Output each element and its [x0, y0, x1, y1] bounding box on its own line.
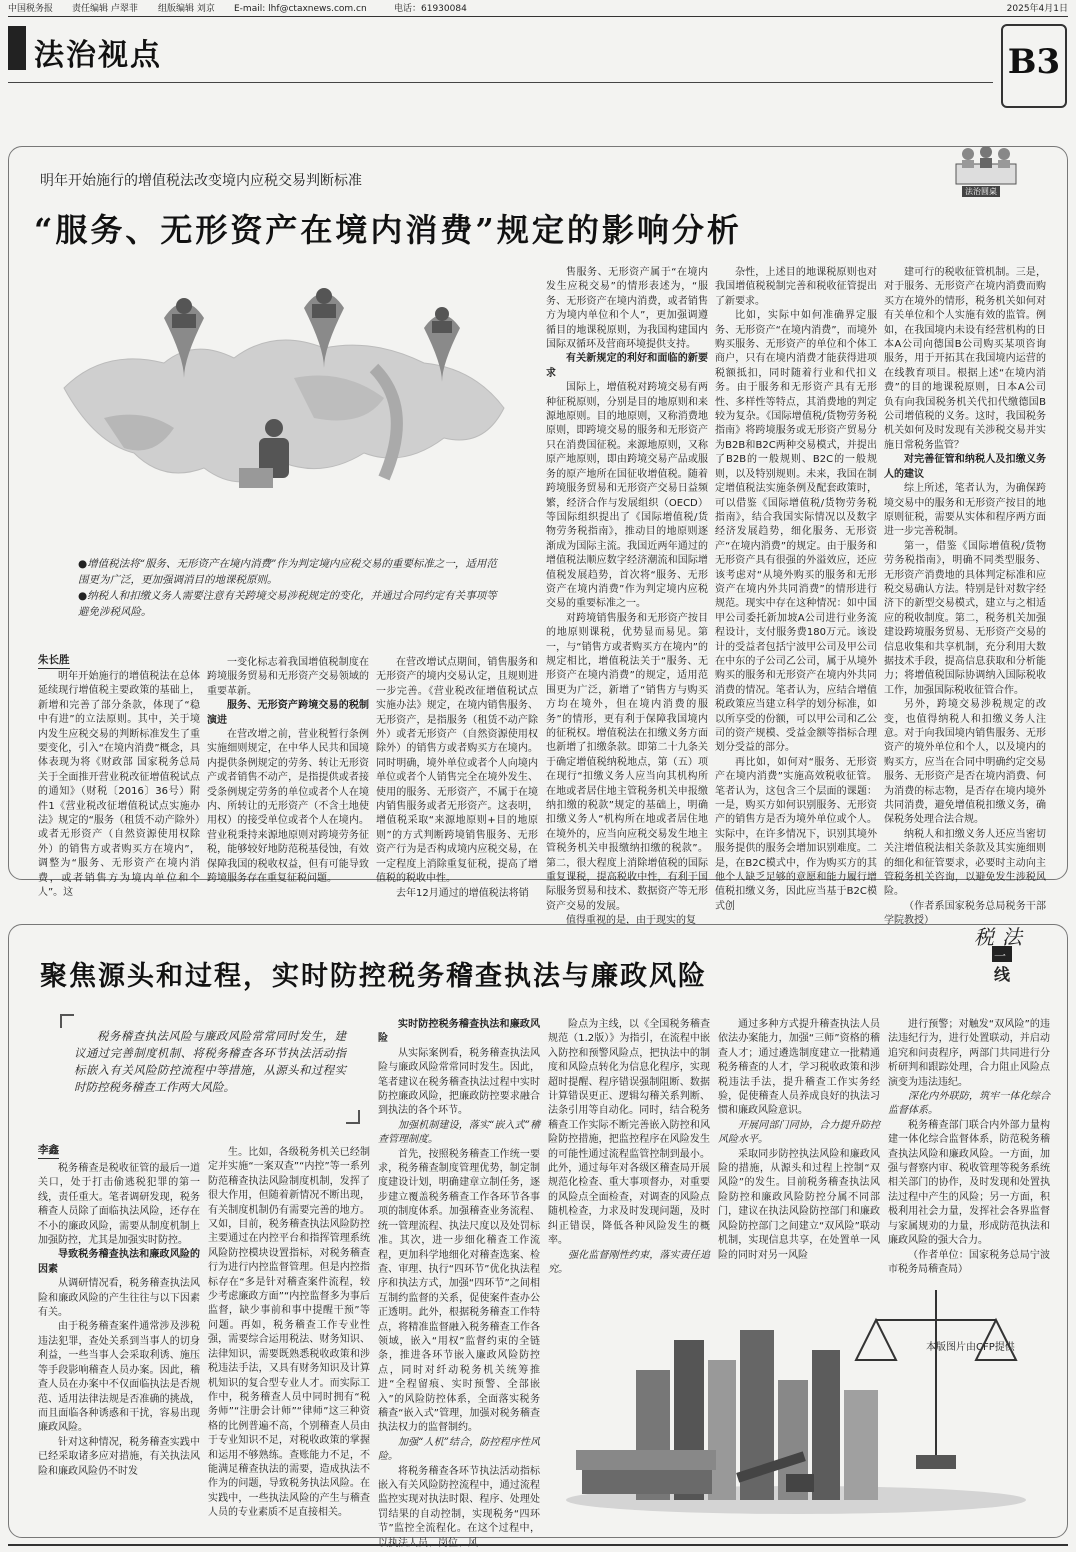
subheading: 对完善征管和纳税人及扣缴义务人的建议 — [884, 454, 1046, 480]
article-1-author: 朱长胜 — [38, 652, 70, 669]
article-2-col-4 — [548, 1018, 710, 1275]
column-tag: 法治圆桌 — [962, 186, 1000, 197]
article-2-headline: 聚焦源头和过程，实时防控税务稽查执法与廉政风险 — [40, 961, 707, 992]
article-1-col-6 — [884, 266, 1046, 927]
paragraph: 生。比如，各级税务机关已经制定并实施“一案双查”“内控”等一系列防范稽查执法风险制度机制，发挥了很大作用，但随着新情况不断出现，有关制度机制仍有需要完善的地方。又如，目前，税务稽查执法风险防控主要通过在内控平台和指挥管理系统风险防控模块设置指标，对税务稽查行为进行内控监督管理。但是内控指标存在“多是针对稽查案件流程，较少考虑廉政方面”“内控监督多为事后监督，缺少事前和事中提醒干预”等问题。再如，税务稽查工作专业性强，需要综合运用税法、财务知识、法律知识，需要既熟悉税收政策和涉税违法手法，又具有财务知识及计算机知识的复合型专业人才。而实际工作中，税务稽查人员中同时拥有“税务师”“注册会计师”“律师”这三种资格的比例普遍不高，个别稽查人员由于专业知识不足，对税收政策的掌握和运用不够熟练。查账能力不足，不能满足稽查执法的需要，造成执法不作为的问题，导致税务执法风险。在实践中，一些执法风险的产生与稽查人员的专业素质不足直接相关。 — [208, 1147, 370, 1519]
emphasis-heading: 开展同部门同协，合力提升防控风险水平。 — [718, 1119, 880, 1146]
page-header — [8, 3, 1068, 17]
paragraph: （作者单位：国家税务总局宁波市税务局稽查局） — [888, 1249, 1050, 1275]
svg-text:一: 一 — [994, 949, 1007, 963]
article-1-captions — [78, 556, 498, 620]
paper-name: 中国税务报 — [8, 4, 54, 14]
paragraph: 通过多种方式提升稽查执法人员依法办案能力，加强“三师”资格的稽查人才；通过遴选制度建立一批精通税务稽查的人才，学习税收政策和涉税违法手法，提升稽查工作实务经验，促使稽查人员养成良好的执法习惯和廉政风险意识。 — [718, 1019, 880, 1117]
caption-2: ●纳税人和扣缴义务人需要注意有关跨境交易涉税规定的变化，并通过合同约定有关事项等避免涉税风险。 — [78, 590, 497, 618]
paragraph: 在营改增试点期间，销售服务和无形资产的境内交易认定，且规则进一步完善。《营业税改征增值税试点实施办法》规定，在境内销售服务、无形资产，是指服务（租赁不动产除外）或者无形资产（自然资源使用权除外）的销售方或者购买方在境内。同时明确，境外单位或者个人向境内单位或者个人销售完全在境外发生、使用的服务、无形资产，不属于在境内销售服务或者无形资产。这表明，增值税采取“来源地原则+目的地原则”的方式判断跨境销售服务、无形资产行为是否构成境内应税交易，在一定程度上消除重复征税，提高了增值税的税收中性。 — [376, 657, 538, 885]
article-2-col-2 — [208, 1146, 370, 1519]
subheading: 服务、无形资产跨境交易的税制演进 — [207, 700, 369, 726]
paragraph: 从调研情况看，税务稽查执法风险和廉政风险的产生往往与以下因素有关。 — [38, 1278, 200, 1319]
emphasis-heading: 加强机制建设，落实“嵌入式”稽查管理制度。 — [378, 1119, 540, 1146]
article-1-col-3 — [376, 656, 538, 899]
article-1-col-2 — [207, 656, 369, 885]
article-2-col-3 — [378, 1018, 540, 1535]
section-title: 法治视点 — [34, 38, 162, 73]
layout-editor: 组版编辑 刘京 — [158, 4, 215, 14]
editor: 责任编辑 卢翠菲 — [72, 4, 138, 14]
article-1-headline: “服务、无形资产在境内消费”规定的影响分析 — [34, 211, 742, 249]
paragraph: 明年开始施行的增值税法在总体延续现行增值税主要政策的基础上，新增和完善了部分条款，体现了“稳中有进”的立法原则。其中，关于境内发生应税交易的判断标准发生了重要变化，引入“在境内消费”概念，具体表现为将《财政部 国家税务总局关于全面推开营业税改征增值税试点的通知》（财税〔2016〕36号）附件1《营业税改征增值税试点实施办法》规定的“服务（租赁不动产除外）或者无形资产（自然资源使用权除外）的销售方或者购买方在境内”，调整为“服务、无形资产在境内消费，或者销售方为境内单位和个人”。这 — [38, 671, 200, 899]
photo-credit: 本版图片由CFP提供 — [926, 1342, 1015, 1353]
svg-text:法: 法 — [1002, 925, 1022, 949]
column-tag-stamp — [964, 918, 1036, 990]
article-1-deck: 明年开始施行的增值税法改变境内应税交易判断标准 — [40, 173, 362, 189]
date: 2025年4月1日 — [1006, 4, 1068, 14]
paragraph: 第一，借鉴《国际增值税/货物劳务税指南》，明确不同类型服务、无形资产消费地的具体判定标准和应税交易确认方法。特别是针对数字经济下的新型交易模式，建立与之相适应的税收制度。第二，税务机关加强建设跨境服务贸易、无形资产交易的信息收集和共享机制，充分利用大数据技术手段，提高信息获取和分析能力；将增值税国际协调纳入国际税收工作，加强国际税收征管合作。 — [884, 540, 1046, 696]
paragraph: 去年12月通过的增值税法将销 — [396, 887, 529, 899]
paragraph: 针对这种情况，税务稽查实践中已经采取诸多应对措施，有关执法风险和廉政风险仍不时发 — [38, 1436, 200, 1477]
caption-1: ●增值税法将“服务、无形资产在境内消费”作为判定境内应税交易的重要标准之一，适用范围更为广泛，更加强调消目的地课税原则。 — [78, 558, 497, 586]
article-2-col-1 — [38, 1162, 200, 1480]
article-2-lead: 税务稽查执法风险与廉政风险常常同时发生，建议通过完善制度机制、将税务稽查各环节执法活动指标嵌入有关风险防控流程中等措施，从源头和过程实时防控税务稽查工作两大风险。 — [74, 1029, 346, 1094]
paragraph: 国际上，增值税对跨境交易有两种征税原则，分别是目的地原则和来源地原则。目的地原则，又称消费地原则，即跨境交易的服务和无形资产只在消费国征税。来源地原则，又称原产地原则，即由跨境交易产品或服务的原产地所在国征收增值税。随着跨境服务贸易和无形资产交易日益频繁，经济合作与发展组织（OECD）等国际组织提出了《国际增值税/货物劳务税指南》，推动目的地原则逐渐成为国际主流。我国近两年通过的增值税法顺应数字经济潮流和国际增值税发展趋势，首次将“服务、无形资产在境内消费”作为判定境内应税交易的重要标准之一。 — [546, 382, 708, 610]
section-banner — [8, 22, 1068, 118]
paragraph: 另外，跨境交易涉税规定的改变，也值得纳税人和扣缴义务人注意。对于向我国境内销售服务、无形资产的境外单位和个人，以及境内的购买方，应当在合同中明确约定交易服务、无形资产是否在境内消费、何为消费的标志物，是否存在境内境外共同消费，避免增值税扣缴义务，确保税务处理合法合规。 — [884, 699, 1046, 826]
paragraph: 对跨境销售服务和无形资产按目的地原则课税，优势显而易见。第一，与“销售方或者购买方在境内”的规定相比，增值税法关于“服务、无形资产在境内消费”的规定，适用范围更为广泛，新增了“销售方与购买方均在境外，但在境内消费的服务”的情形，更有利于保障我国境内的征税权。增值税法在扣缴义务方面也新增了扣缴条款。即第二十九条关于确定增值税纳税地点，第（五）项在现行“扣缴义务人应当向其机构所在地或者居住地主管税务机关申报缴纳扣缴的税款”规定的基础上，明确扣缴义务人“机构所在地或者居住地在境外的，应当向应税交易发生地主管税务机关申报缴纳扣缴的税款”。第二，很大程度上消除增值税的国际重复课税，提高税收中性，有利于国际服务贸易和技术、数据资产等无形资产交易的发展。 — [546, 612, 708, 912]
article-2-lead-box — [60, 1014, 360, 1124]
books-scales-illustration — [556, 1250, 1036, 1520]
column-tag-illustration — [952, 140, 1020, 198]
emphasis-heading: 加强“人机”结合，防控程序性风险。 — [378, 1436, 540, 1463]
paragraph: 在营改增之前，营业税暂行条例实施细则规定，在中华人民共和国境内提供条例规定的劳务、转让无形资产或者销售不动产，是指提供或者接受条例规定劳务的单位或者个人在境内、所转让的无形资产（不含土地使用权）的接受单位或者个人在境内。营业税秉持来源地原则对跨境劳务征税，能够较好地防范税基侵蚀，有效保障我国的税收权益，但有可能导致跨境服务存在重复征税问题。 — [207, 729, 369, 885]
paragraph: 杂性，上述目的地课税原则也对我国增值税税制完善和税收征管提出了新要求。 — [715, 267, 877, 307]
paragraph: 险点为主线，以《全国税务稽查规范（1.2版）》为指引，在流程中嵌入防控和预警风险点，把执法中的制度和风险点转化为信息化程序，实现超时提醒、程序错误强制阻断、数据计算错误更正、逻辑勾稽关系判断、法条引用等自动化。同时，结合税务稽查工作实际不断完善嵌入防控和风险防控措施，把监控程序在风险发生的可能性通过流程监管控制到最小。此外，通过每年对各级区稽查局开展规范化检查、重大事项督办，对重要的风险点全面检查，对调查的风险点随机检查，力求及时发现问题，及时纠正错误，降低各种风险发生的概率。 — [548, 1019, 710, 1247]
paragraph: 税务稽查部门联合内外部力量构建一体化综合监督体系，防范税务稽查执法风险和廉政风险。一方面，加强与督察内审、税收管理等税务系统相关部门的协作，及时发现和处置执法过程中产生的风险；另一方面，积极利用社会力量，发挥社会各界监督与家属规劝的力量，形成防范执法和廉政风险的强大合力。 — [888, 1119, 1050, 1247]
paragraph: 再比如，如何对“服务、无形资产在境内消费”实施高效税收征管。笔者认为，这包含三个层面的课题：一是，购买方如何识别服务、无形资产的销售方是否为境外单位或个人。实际中，在许多情况下，识别其境外服务提供的服务会增加识别难度。二是，在B2C模式中，作为购买方的其他个人缺乏足够的意愿和能力履行增值税扣缴义务，因此应当基于B2C模式创 — [715, 756, 877, 912]
page-number-box — [1001, 24, 1067, 108]
article-1-col-5 — [715, 266, 877, 912]
world-map-illustration — [44, 268, 524, 538]
paragraph: 税务稽查是税收征管的最后一道关口，处于打击偷逃税犯罪的第一线，责任重大。笔者调研发现，税务稽查人员除了面临执法风险，还存在不小的廉政风险，需要从制度机制上加强防控，尤其是加强实时防控。 — [38, 1163, 200, 1247]
paragraph: 售服务、无形资产属于“在境内发生应税交易”的情形表述为，“服务、无形资产在境内消费，或者销售方为境内单位和个人”，更加强调遵循目的地课税原则，为我国构建国内国际双循环及营商环境提供支持。 — [546, 267, 708, 351]
article-2-col-5 — [718, 1018, 880, 1261]
paragraph: 进行预警；对触发“双风险”的违法违纪行为，进行处置联动，并启动追究和问责程序，两部门共同进行分析研判和跟踪处理，合力阻止风险点演变为违法违纪。 — [888, 1019, 1050, 1088]
emphasis-heading: 深化内外联防，筑牢一体化综合监督体系。 — [888, 1091, 1050, 1117]
article-1-col-4 — [546, 266, 708, 927]
article-1-col-1 — [38, 670, 200, 899]
subheading: 导致税务稽查执法和廉政风险的因素 — [38, 1249, 200, 1275]
paragraph: 综上所述，笔者认为，为确保跨境交易中的服务和无形资产按目的地原则征税，需要从实体和程序两方面进一步完善税制。 — [884, 483, 1046, 538]
phone: 电话：61930084 — [394, 4, 467, 14]
paragraph: 比如，实际中如何准确界定服务、无形资产“在境内消费”，而境外购买服务、无形资产的单位和个体工商户，只有在境内消费才能获得进项税额抵扣，同时随着行业和代扣义务。由于服务和无形资产具有无形性、多样性等特点，其消费地的判定较为复杂。《国际增值税/货物劳务税指南》将跨境服务或无形资产贸易分为B2B和B2C两种交易模式，并提出了B2B的一般规则、B2C的一般规则，以及特别规则。未来，我国在制定增值税法实施条例及配套政策时，可以借鉴《国际增值税/货物劳务税指南》，结合我国实际情况以及数字经济发展趋势，细化服务、无形资产“在境内消费”的规定。由于服务和无形资产具有很强的外溢效应，还应该考虑对“从境外购买的服务和无形资产在境内外共同消费”的情形进行规范。现实中存在这种情况：如中国甲公司委托新加坡A公司进行业务流程设计，支付服务费180万元。该设计的受益者包括宁波甲公司及甲公司在中东的子公司乙公司，属于从境外购买的服务和无形资产在境内外共同消费的情况。笔者认为，应结合增值税政策应当建立科学的划分标准，如以所享受的份额，可以甲公司和乙公司的资产规模、受益金额等指标合理划分受益的部分。 — [715, 310, 877, 754]
paragraph: 从实际案例看，税务稽查执法风险与廉政风险常常同时发生。因此，笔者建议在税务稽查执法过程中实时防控廉政风险，把廉政防控要求融合到执法的各个环节。 — [378, 1047, 540, 1117]
paragraph: 首先，按照税务稽查工作统一要求，税务稽查制度管理优势，制定制度建设计划，明确建章立制任务，逐步建立覆盖税务稽查工作各环节各事项的制度体系。加强稽查业务流程、统一管理流程、执法尺度以及处罚标准。其次，进一步细化稽查工作流程，更加科学地细化对稽查选案、检查、审理、执行“四环节”优化执法程序和执法方式，加强“四环节”之间相互制约监督的关系，促使案件查办公正透明。此外，根据税务稽查工作特点，将精准监督融入税务稽查工作各领域，嵌入“用权”监督约束的全链条，推进各环节嵌入廉政风险防控点，同时对纤动税务机关统筹推进“全程留痕、实时预警、全部嵌入”的风险防控体系，全面落实税务稽查“嵌入式”管理，加强对税务稽查执法权力的监督制约。 — [378, 1148, 540, 1434]
paragraph: 值得重视的是，由于现实的复 — [566, 915, 696, 927]
paragraph: 建可行的税收征管机制。三是，对于服务、无形资产在境内消费而购买方在境外的情形，税务机关如何对有关单位和个人实施有效的监管。例如，在我国境内未设有经营机构的日本A公司向德国B公司购买某项咨询服务，用于开拓其在我国境内运营的在线教育项目。根据上述“在境内消费”的目的地课税原则，日本A公司负有向我国税务机关代扣代缴德国B公司增值税的义务。这时，我国税务机关如何及时发现有关涉税交易并实施日常税务监管？ — [884, 267, 1046, 451]
paragraph: （作者系国家税务总局税务干部学院教授） — [884, 900, 1046, 927]
svg-text:税: 税 — [974, 925, 994, 949]
section-bar — [8, 26, 26, 70]
column-tag-text — [964, 918, 965, 919]
emphasis-heading: 强化监督刚性约束，落实责任追究。 — [548, 1249, 710, 1275]
paragraph: 一变化标志着我国增值税制度在跨境服务贸易和无形资产交易领域的重要革新。 — [207, 657, 369, 697]
subheading: 实时防控税务稽查执法和廉政风险 — [378, 1019, 540, 1045]
email: E-mail: lhf@ctaxnews.com.cn — [234, 4, 367, 14]
svg-text:线: 线 — [994, 965, 1011, 984]
paragraph: 采取同步防控执法风险和廉政风险的措施，从源头和过程上控制“双风险”的发生。目前税务稽查执法风险防控和廉政风险防控分属不同部门，建议在执法风险防控部门和廉政风险防控部门之间建立“双风险”联动机制，实现信息共享，在处置单一风险的同时对另一风险 — [718, 1148, 880, 1261]
paragraph: 将税务稽查各环节执法活动指标嵌入有关风险防控流程中，通过流程监控实现对执法时限、程序、处理处罚结果的自动控制，实现税务“四环节”监控全流程化。在这个过程中， — [378, 1465, 540, 1535]
subheading: 有关新规定的利好和面临的新要求 — [546, 353, 708, 379]
page-number: B3 — [1007, 42, 1061, 82]
article-2-author: 李鑫 — [38, 1142, 59, 1159]
paragraph: 由于税务稽查案件通常涉及涉税违法犯罪，查处关系到当事人的切身利益，一些当事人会采取利诱、施压等手段影响稽查人员办案。因此，稽查人员在办案中不仅面临执法是否规范、适用法律法规是否准确的挑战，而且面临各种诱惑和干扰，容易出现廉政风险。 — [38, 1321, 200, 1434]
paragraph: 纳税人和扣缴义务人还应当密切关注增值税法相关条款及其实施细则的细化和征管要求，必要时主动向主管税务机关咨询，以避免发生涉税风险。 — [884, 828, 1046, 898]
